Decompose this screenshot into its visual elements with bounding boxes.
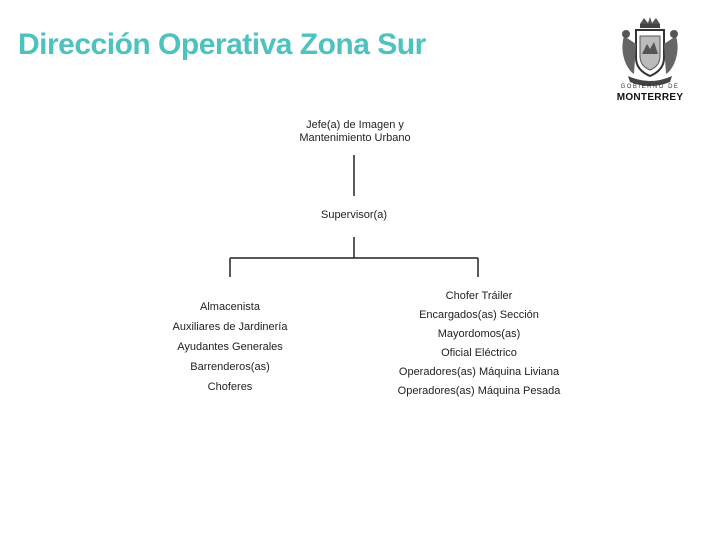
right-branch-list: [389, 287, 569, 401]
list-item: Barrenderos(as): [190, 361, 270, 373]
left-branch-list: [150, 297, 310, 397]
list-item: Chofer Tráiler: [445, 290, 513, 302]
list-item: Auxiliares de Jardinería: [172, 321, 288, 333]
list-item: Oficial Eléctrico: [441, 347, 517, 359]
node-supervisor: Supervisor(a): [320, 209, 388, 221]
node-jefe-line2: Mantenimiento Urbano: [299, 132, 411, 144]
list-item: Operadores(as) Máquina Liviana: [398, 366, 560, 378]
list-item: Encargados(as) Sección: [419, 309, 539, 321]
list-item: Ayudantes Generales: [177, 341, 283, 353]
list-item: Operadores(as) Máquina Pesada: [397, 385, 561, 397]
logo-caption-big: MONTERREY: [616, 92, 684, 103]
list-item: Almacenista: [200, 301, 260, 313]
list-item: Choferes: [207, 381, 253, 393]
list-item: Mayordomos(as): [437, 328, 521, 340]
page-title: Dirección Operativa Zona Sur: [18, 28, 426, 61]
logo-caption-small: GOBIERNO DE: [620, 84, 680, 90]
node-jefe-line1: Jefe(a) de Imagen y: [306, 119, 404, 131]
node-jefe: [255, 119, 455, 145]
